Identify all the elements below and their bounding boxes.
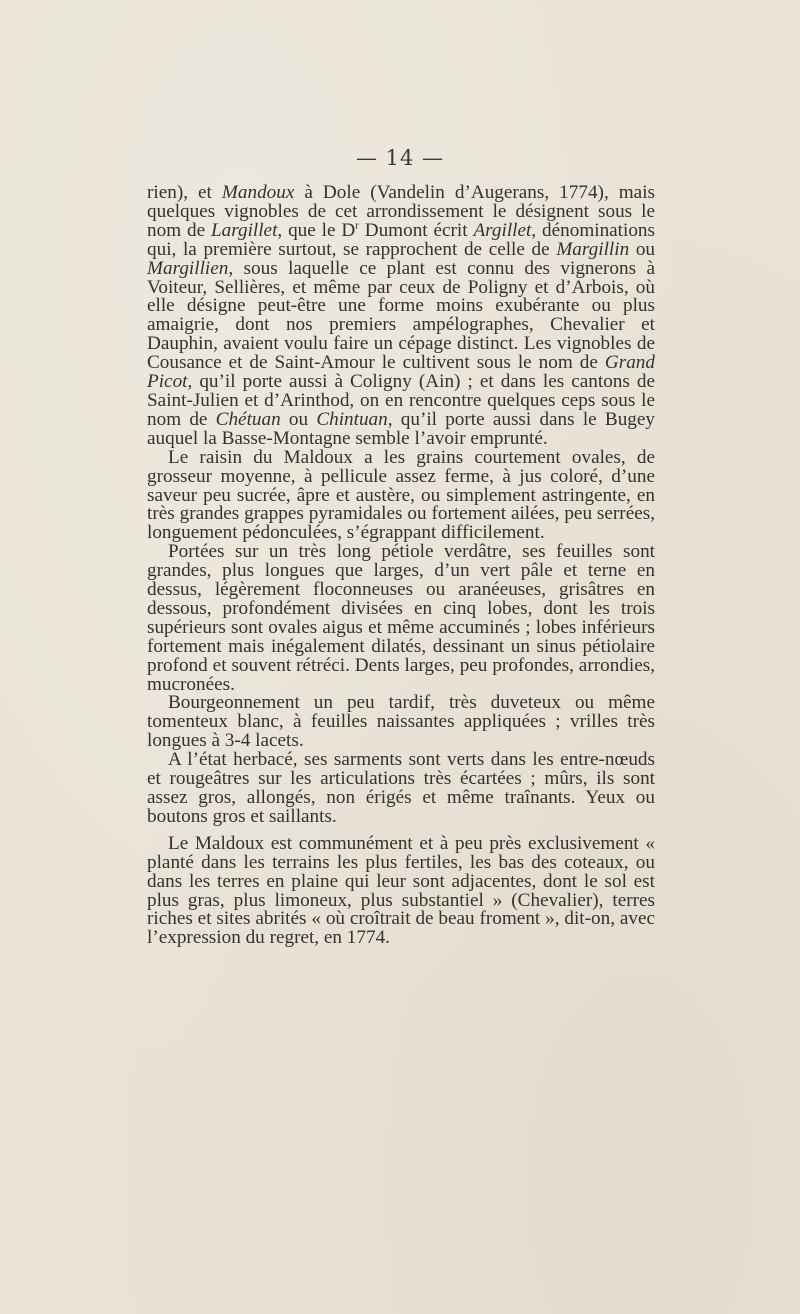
text-run: ou [280,408,317,430]
text-run: , sous laquelle ce plant est connu des vignerons à Voiteur, Sellières, et même par ceux de Poligny et d’Arbois, où elle désigne peut-être une forme moins exubérante ou plus amaigrie, dont nos premiers ampélographes, Chevalier et Dauphin, avaient voulu faire un cépage distinct. Les vignobles de Cousance et de Saint-Amour le cultivent sous le nom de [147,257,655,374]
italic-term: Margillien [147,257,229,279]
text-run: rien), et [147,182,222,203]
paragraph [147,543,655,694]
page-number: — 14 — [355,146,445,170]
text-run: Bourgeonnement un peu tardif, très duveteux ou même tomenteux blanc, à feuilles naissantes appliquées ; vrilles très longues à 3-4 lacets. [147,692,655,752]
superscript: r [355,219,359,232]
italic-term: Argillet [473,219,532,241]
text-run: , qu’il porte aussi dans le Bugey auquel la Basse-Montagne semble l’avoir emprunté. [147,408,655,449]
text-run: Le Maldoux est communément et à peu près exclusivement « planté dans les terrains les plus fertiles, les bas des coteaux, ou dans les terres en plaine qui leur sont adjacentes, dont le sol est plus gras, plus limoneux, plus substantiel » (Chevalier), terres riches et sites abrités « où croîtrait de beau froment », dit-on, avec l’expression du regret, en 1774. [147,832,655,949]
text-run: , qu’il porte aussi à Coligny (Ain) ; et dans les cantons de Saint-Julien et d’Arinthod, on en rencontre quelques ceps sous le nom de [147,371,655,430]
text-run: Portées sur un très long pétiole verdâtre, ses feuilles sont grandes, plus longues que larges, d’un vert pâle et terne en dessus, légèrement floconneuses ou aranéeuses, grisâtres en dessous, profondément divisées en cinq lobes, dont les trois supérieurs sont ovales aigus et même accuminés ; lobes inférieurs fortement mais inégalement dilatés, dessinant un sinus pétiolaire profond et souvent rétréci. Dents larges, peu profondes, arrondies, mucronées. [147,541,655,695]
text-run: Le raisin du Maldoux a les grains courtement ovales, de grosseur moyenne, à pellicule assez ferme, à jus coloré, d’une saveur peu sucrée, âpre et austère, ou simplement astringente, en très grandes grappes pyramidales ou fortement ailées, peu serrées, longuement pédonculées, s’égrappant difficilement. [147,446,655,544]
text-run: , que le D [277,219,356,241]
italic-term: Largillet [210,219,278,241]
text-run: , dénominations qui, la première surtout, se rapprochent de celle de [147,219,655,260]
italic-term: Margillin [556,238,630,260]
text-run: A l’état herbacé, ses sarments sont verts dans les entre-nœuds et rougeâtres sur les articulations très écartées ; mûrs, ils sont assez gros, allongés, non érigés et même traînants. Yeux ou boutons gros et saillants. [147,749,655,827]
italic-term: Grand Picot [147,352,655,393]
paragraph [147,751,655,827]
body-text [147,184,655,948]
italic-term: Mandoux [221,182,295,203]
italic-term: Chétuan [215,408,281,430]
text-run: à Dole (Vandelin d’Augerans, 1774), mais quelques vignobles de cet arrondissement le désignent sous le nom de [147,182,655,241]
italic-term: Chintuan [316,408,388,430]
paragraph [147,184,655,449]
paragraph [147,832,655,949]
paragraph [147,446,655,544]
text-run: ou [629,238,656,260]
paragraph [147,694,655,751]
text-run: Dumont écrit [358,219,474,241]
